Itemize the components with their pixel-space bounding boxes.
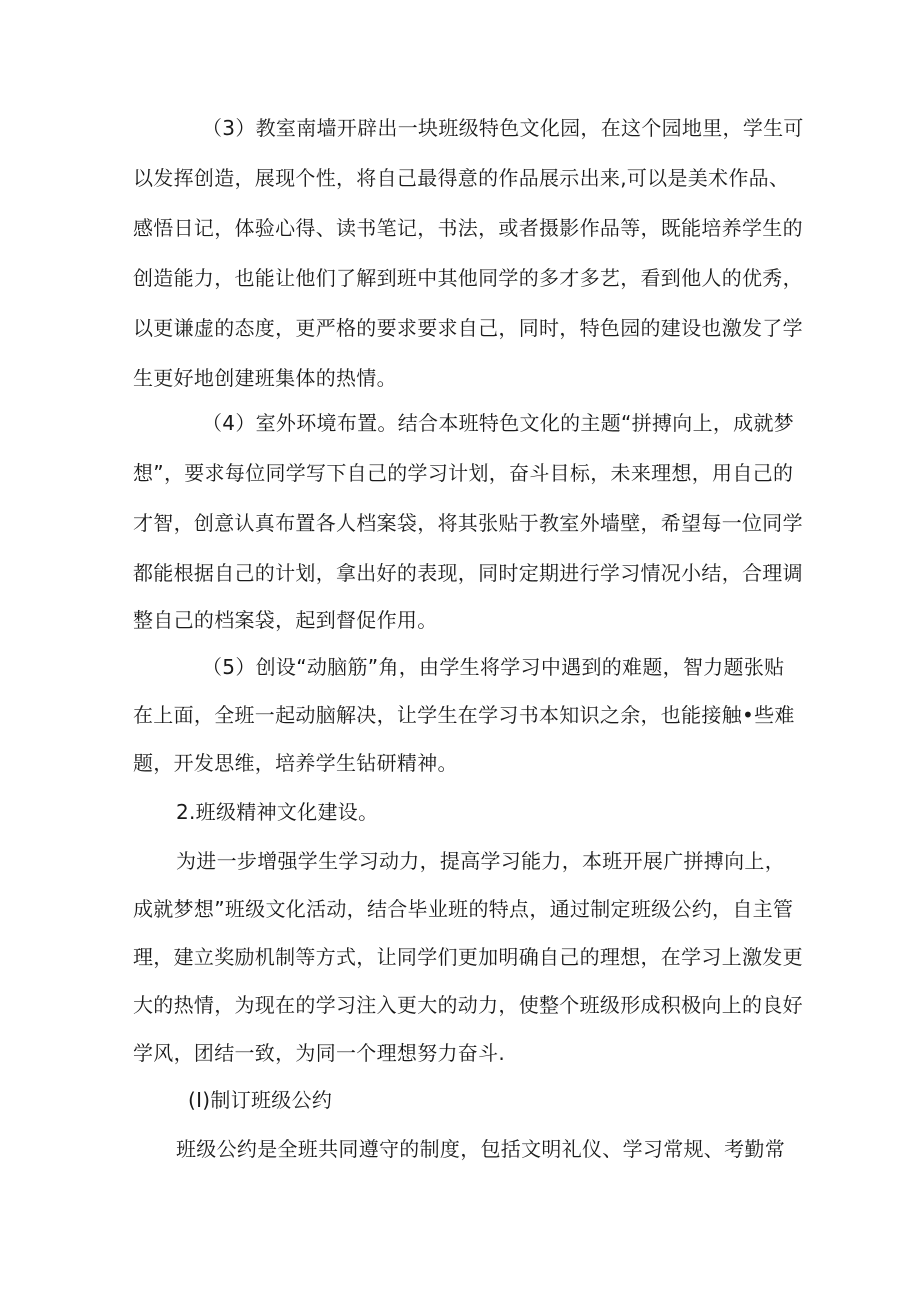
- text-line: 以更谦虚的态度，更严格的要求要求自己，同时，特色园的建设也激发了学: [133, 316, 803, 340]
- text-line: （3）教室南墙开辟出一块班级特色文化园，在这个园地里，学生可: [202, 116, 804, 140]
- text-line: 大的热情，为现在的学习注入更大的动力，使整个班级形成积极向上的良好: [133, 993, 803, 1017]
- text-line: 生更好地创建班集体的热情。: [133, 366, 397, 390]
- text-line: 班级公约是全班共同遵守的制度，包括文明礼仪、学习常规、考勤常: [176, 1137, 785, 1161]
- text-line: 想”，要求每位同学写下自己的学习计划，奋斗目标，未来理想，用自己的: [133, 461, 794, 485]
- text-line: 以发挥创造，展现个性，将自己最得意的作品展示出来,可以是美术作品、: [133, 166, 790, 190]
- text-line: 学风，团结一致，为同一个理想努力奋斗.: [133, 1041, 506, 1065]
- subsection-heading: (I)制订班级公约: [188, 1088, 333, 1112]
- text-line: 感悟日记，体验心得、读书笔记，书法，或者摄影作品等，既能培养学生的: [133, 216, 803, 240]
- text-line: 题，开发思维，培养学生钻研精神。: [133, 751, 458, 775]
- text-line: （5）创设“动脑筋”角，由学生将学习中遇到的难题，智力题张贴: [202, 655, 785, 679]
- text-line: （4）室外环境布置。结合本班特色文化的主题“拼搏向上，成就梦: [202, 411, 795, 435]
- text-line: 都能根据自己的计划，拿出好的表现，同时定期进行学习情况小结，合理调: [133, 561, 803, 585]
- text-line: 为进一步增强学生学习动力，提高学习能力，本班开展广拼搏向上，: [176, 849, 785, 873]
- text-line: 创造能力，也能让他们了解到班中其他同学的多才多艺，看到他人的优秀，: [133, 266, 803, 290]
- text-line: 才智，创意认真布置各人档案袋，将其张贴于教室外墙壁，希望每一位同学: [133, 511, 803, 535]
- text-line: 在上面，全班一起动脑解决，让学生在学习书本知识之余，也能接触•些难: [133, 703, 795, 727]
- text-line: 成就梦想”班级文化活动，结合毕业班的特点，通过制定班级公约，自主管: [133, 897, 794, 921]
- text-line: 理，建立奖励机制等方式，让同学们更加明确自己的理想，在学习上激发更: [133, 945, 803, 969]
- text-line: 整自己的档案袋，起到督促作用。: [133, 608, 438, 632]
- section-heading: 2.班级精神文化建设。: [176, 800, 379, 824]
